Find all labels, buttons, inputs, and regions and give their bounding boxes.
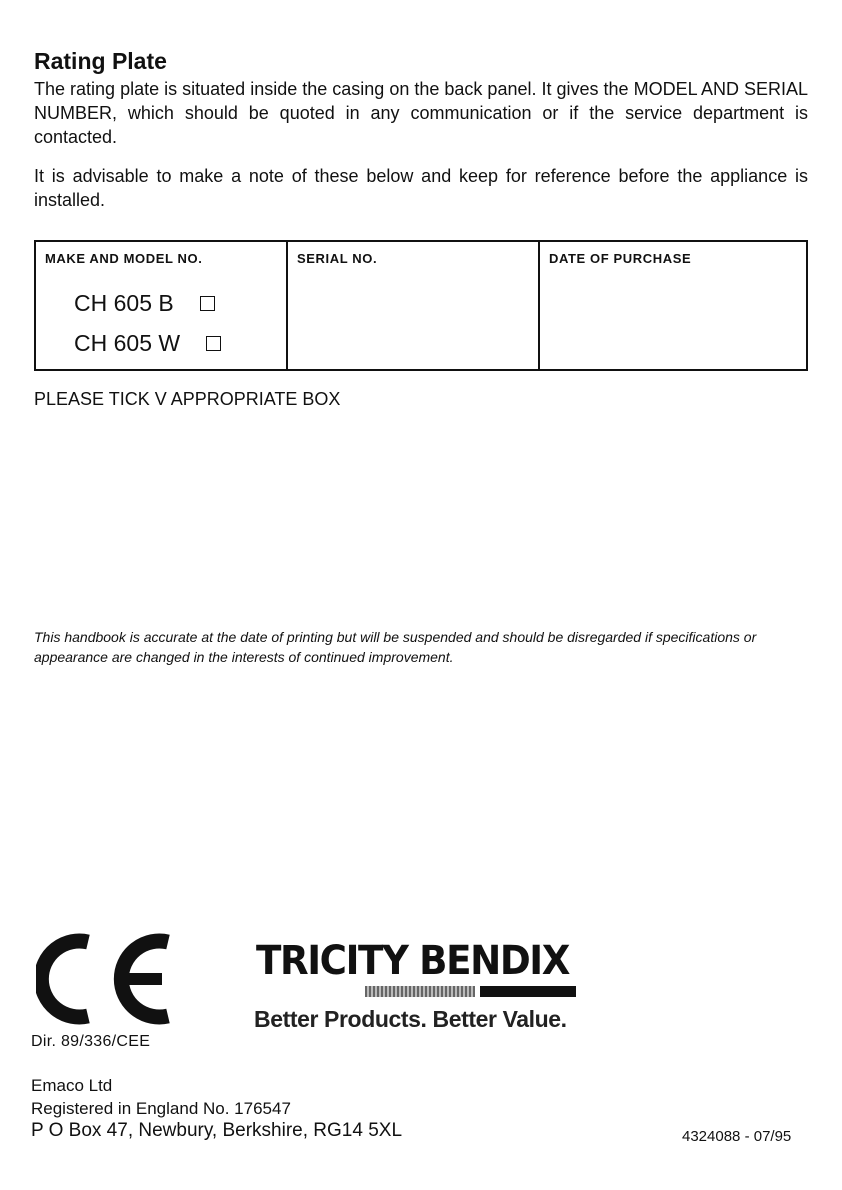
ce-directive: Dir. 89/336/CEE bbox=[31, 1033, 151, 1050]
page-title: Rating Plate bbox=[34, 48, 167, 74]
company-postal-address: P O Box 47, Newbury, Berkshire, RG14 5XL bbox=[31, 1120, 403, 1141]
advice-paragraph: It is advisable to make a note of these below and keep for reference before the appliance is installed. bbox=[34, 166, 808, 210]
intro-paragraph: The rating plate is situated inside the casing on the back panel. It gives the MODEL AND SERIAL NUMBER, which should be quoted in any communication or if the service department is contacted. bbox=[34, 79, 808, 147]
tick-instruction: PLEASE TICK V APPROPRIATE BOX bbox=[34, 389, 341, 409]
disclaimer-text: This handbook is accurate at the date of printing but will be suspended and should be disregarded if specifications or appearance are changed in the interests of continued improvement. bbox=[34, 629, 757, 665]
brand-bar-grey bbox=[365, 986, 475, 997]
model-w-checkbox[interactable] bbox=[206, 336, 221, 351]
brand-bar-black bbox=[480, 986, 576, 997]
company-name: Emaco Ltd bbox=[31, 1076, 113, 1095]
brand-logo: TRICITY BENDIX bbox=[256, 938, 570, 984]
company-registration: Registered in England No. 176547 bbox=[31, 1099, 291, 1118]
model-label-b: CH 605 B bbox=[74, 290, 174, 316]
model-option-b bbox=[74, 290, 215, 317]
make-model-header: MAKE AND MODEL NO. bbox=[45, 251, 203, 266]
purchase-date-header: DATE OF PURCHASE bbox=[549, 251, 692, 266]
ce-mark-icon bbox=[36, 928, 182, 1030]
model-b-checkbox[interactable] bbox=[200, 296, 215, 311]
model-option-w bbox=[74, 330, 221, 357]
record-table bbox=[34, 240, 808, 371]
brand-slogan: Better Products. Better Value. bbox=[254, 1006, 567, 1032]
make-model-column bbox=[36, 242, 286, 369]
document-code: 4324088 - 07/95 bbox=[682, 1128, 792, 1145]
serial-column[interactable] bbox=[286, 242, 538, 369]
serial-header: SERIAL NO. bbox=[297, 251, 378, 266]
model-label-w: CH 605 W bbox=[74, 330, 181, 356]
purchase-date-column[interactable] bbox=[538, 242, 806, 369]
